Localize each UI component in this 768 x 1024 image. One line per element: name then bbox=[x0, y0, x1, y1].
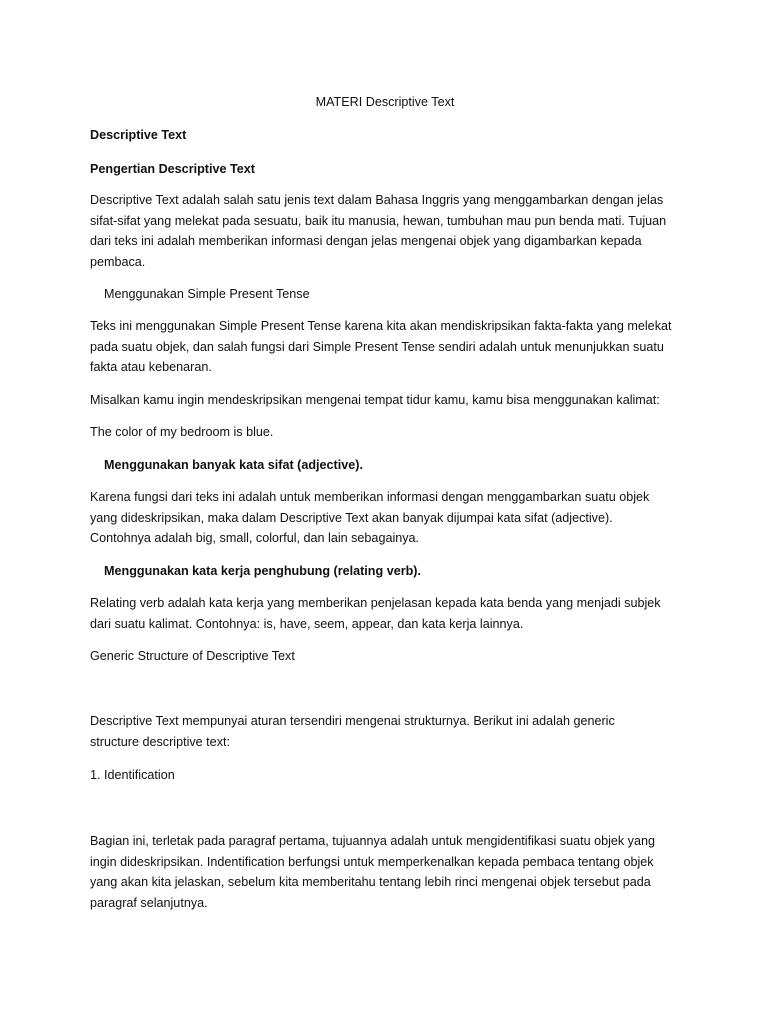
paragraph-present-tense bbox=[90, 316, 680, 378]
paragraph-adjective bbox=[90, 487, 680, 549]
paragraph-line: dari teks ini adalah memberikan informasi dengan jelas mengenai objek yang digambarkan kepada bbox=[90, 234, 642, 248]
paragraph-line: pembaca. bbox=[90, 254, 146, 269]
document-title: MATERI Descriptive Text bbox=[315, 95, 455, 109]
paragraph-line: Teks ini menggunakan Simple Present Tense karena kita akan mendiskripsikan fakta-fakta yang melekat bbox=[90, 319, 672, 333]
paragraph-line: Karena fungsi dari teks ini adalah untuk memberikan informasi dengan menggambarkan suatu objek bbox=[90, 490, 650, 504]
paragraph-structure bbox=[90, 711, 680, 752]
item-identification: 1. Identification bbox=[90, 768, 175, 782]
paragraph-line: fakta atau kebenaran. bbox=[90, 360, 212, 374]
paragraph-line: structure descriptive text: bbox=[90, 734, 230, 749]
point-adjective: Menggunakan banyak kata sifat (adjective). bbox=[104, 458, 363, 472]
paragraph-line: Contohnya adalah big, small, colorful, dan lain sebagainya. bbox=[90, 531, 420, 545]
paragraph-line: Bagian ini, terletak pada paragraf pertama, tujuannya adalah untuk mengidentifikasi suatu objek yang bbox=[90, 834, 655, 848]
paragraph-line: Relating verb adalah kata kerja yang memberikan penjelasan kepada kata benda yang menjadi subjek bbox=[90, 596, 661, 610]
document-page bbox=[90, 0, 680, 1024]
paragraph-line: dari suatu kalimat. Contohnya: is, have, seem, appear, dan kata kerja lainnya. bbox=[90, 616, 524, 631]
heading-pengertian: Pengertian Descriptive Text bbox=[90, 162, 255, 176]
example-intro: Misalkan kamu ingin mendeskripsikan mengenai tempat tidur kamu, kamu bisa menggunakan kalimat: bbox=[90, 393, 660, 407]
point-simple-present-tense: Menggunakan Simple Present Tense bbox=[104, 287, 310, 301]
paragraph-identification bbox=[90, 831, 680, 913]
heading-descriptive-text: Descriptive Text bbox=[90, 128, 187, 142]
point-relating-verb: Menggunakan kata kerja penghubung (relating verb). bbox=[104, 564, 421, 578]
paragraph-line: paragraf selanjutnya. bbox=[90, 895, 208, 910]
heading-generic-structure: Generic Structure of Descriptive Text bbox=[90, 649, 295, 663]
paragraph-line: yang dideskripsikan, maka dalam Descriptive Text akan banyak dijumpai kata sifat (adjective). bbox=[90, 510, 613, 525]
paragraph-line: sifat-sifat yang melekat pada sesuatu, baik itu manusia, hewan, tumbuhan mau pun benda mati. Tujuan bbox=[90, 213, 667, 228]
example-sentence: The color of my bedroom is blue. bbox=[90, 425, 274, 439]
paragraph-line: ingin dideskripsikan. Indentification berfungsi untuk memperkenalkan kepada pembaca tentang objek bbox=[90, 854, 654, 869]
paragraph-line: Descriptive Text adalah salah satu jenis text dalam Bahasa Inggris yang menggambarkan dengan jelas bbox=[90, 193, 664, 207]
paragraph-definition bbox=[90, 190, 680, 272]
paragraph-line: yang akan kita jelaskan, sebelum kita memberitahu tentang lebih rinci mengenai objek tersebut pada bbox=[90, 875, 651, 889]
paragraph-relating-verb bbox=[90, 593, 680, 634]
paragraph-line: pada suatu objek, dan salah fungsi dari Simple Present Tense sendiri adalah untuk menunjukkan suatu bbox=[90, 339, 664, 354]
paragraph-line: Descriptive Text mempunyai aturan tersendiri mengenai strukturnya. Berikut ini adalah generic bbox=[90, 714, 615, 728]
